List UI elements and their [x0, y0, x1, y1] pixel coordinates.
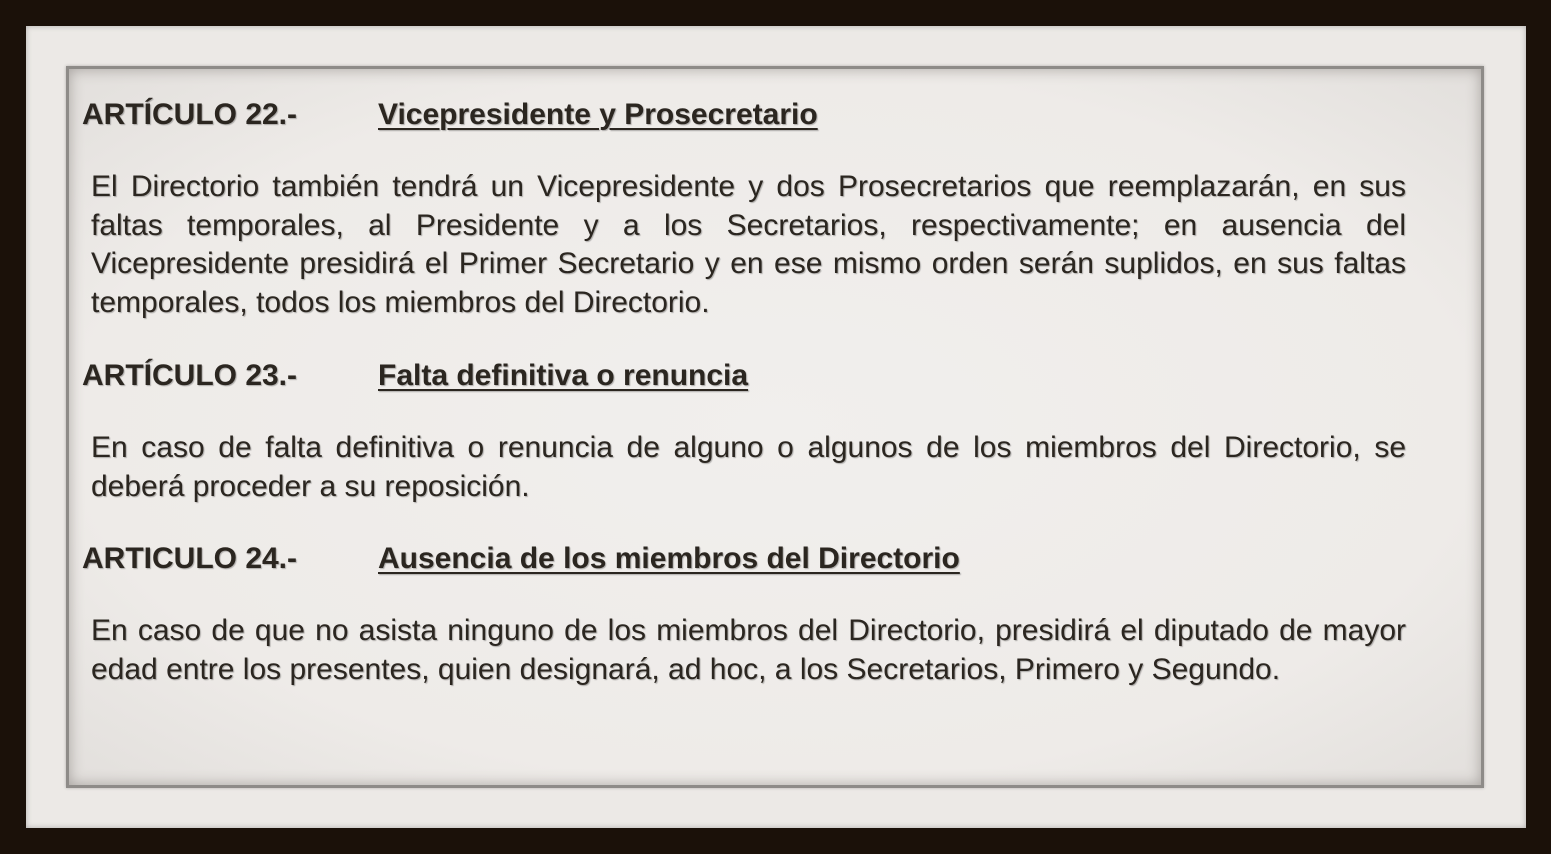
article-body: En caso de que no asista ninguno de los miembros del Directorio, presidirá el diputado de mayor edad entre los presentes, quien designará, ad hoc, a los Secretarios, Primero y Segundo.: [91, 614, 1406, 686]
article-23: [82, 357, 1406, 506]
article-22: [82, 96, 1406, 323]
article-number: ARTÍCULO 23.-: [82, 358, 298, 392]
article-title: Falta definitiva o renuncia: [378, 358, 749, 392]
article-number: ARTICULO 24.-: [82, 542, 298, 576]
article-heading: [82, 540, 1406, 578]
article-24: [82, 540, 1406, 689]
article-heading: [82, 96, 1406, 134]
article-heading: [82, 357, 1406, 395]
article-title: Vicepresidente y Prosecretario: [378, 98, 818, 131]
article-title: Ausencia de los miembros del Directorio: [378, 542, 960, 576]
article-body: El Directorio también tendrá un Vicepresidente y dos Prosecretarios que reemplazarán, en sus faltas temporales, al Presidente y a los Secretarios, respectivamente; en ausencia del Vicepresidente presidirá el Primer Secretario y en ese mismo orden serán suplidos, en sus faltas temporales, todos los miembros del Directorio.: [91, 170, 1406, 320]
document-content: [82, 96, 1406, 724]
article-number: ARTÍCULO 22.-: [82, 98, 298, 131]
article-body: En caso de falta definitiva o renuncia de alguno o algunos de los miembros del Directorio, se deberá proceder a su reposición.: [91, 430, 1406, 503]
